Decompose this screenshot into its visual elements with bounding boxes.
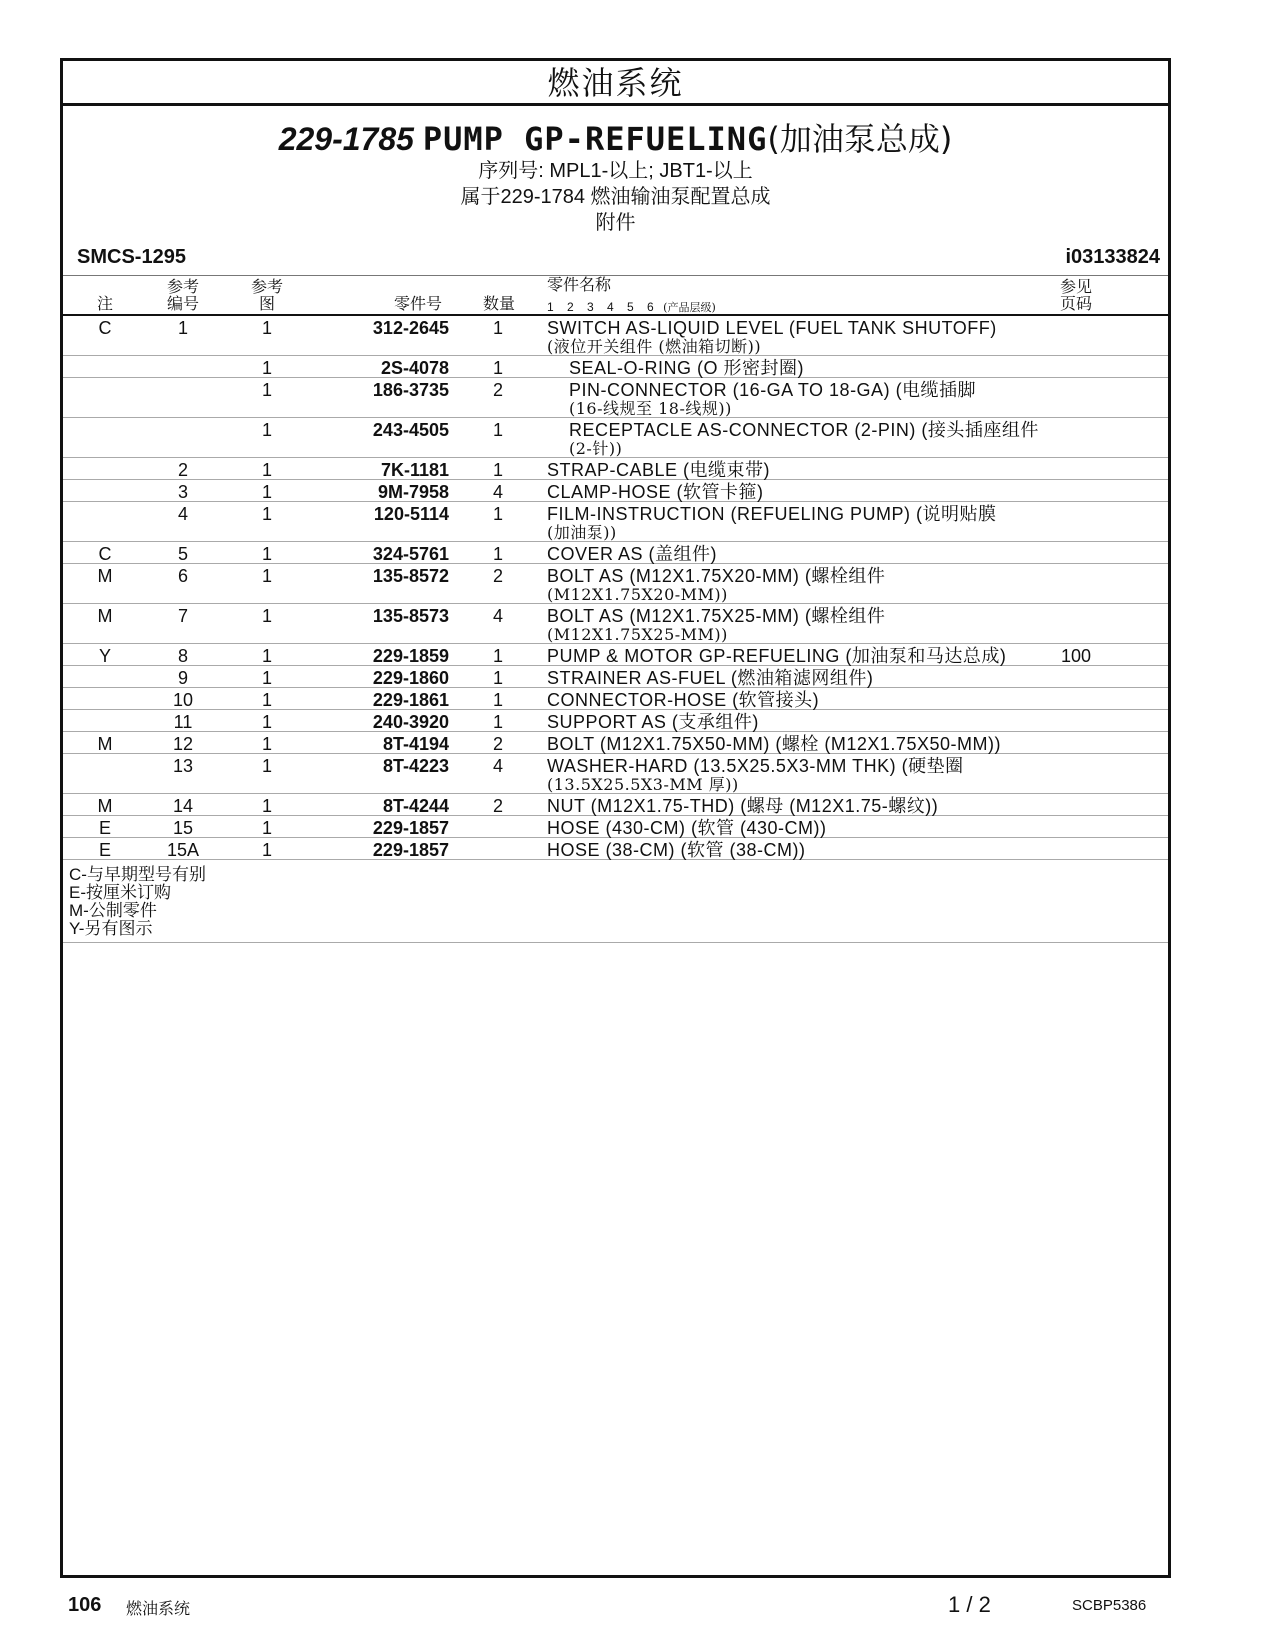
table-row [63,688,1168,710]
row-quantity: 1 [492,504,503,524]
row-ref-number: 3 [177,482,188,502]
title-name-cn: (加油泵总成) [767,120,953,158]
row-part-name [547,504,1047,542]
row-quantity: 1 [492,460,503,480]
col-levels-note: (产品层级) [663,301,716,314]
row-part-name [547,318,1047,356]
row-part-name-line1: BOLT AS (M12X1.75X25-MM) (螺栓组件 [547,606,886,626]
row-quantity: 4 [492,482,503,502]
row-figure: 1 [261,420,272,440]
table-row [63,644,1168,666]
table-row [63,316,1168,356]
table-row [63,838,1168,860]
row-quantity: 1 [492,668,503,688]
table-row [63,502,1168,542]
row-part-number: 8T-4223 [382,756,449,776]
row-ref-number: 2 [177,460,188,480]
row-ref-number: 1 [177,318,188,338]
table-row [63,666,1168,688]
row-figure: 1 [261,734,272,754]
row-part-number: 324-5761 [372,544,449,564]
col-part-no: 零件号 [393,296,442,313]
col-qty: 数量 [482,296,515,313]
col-fig-bottom: 图 [258,296,275,313]
row-see-page: 100 [1060,646,1092,666]
row-part-name [547,734,1047,754]
table-row [63,732,1168,754]
row-part-name [547,646,1047,666]
table-row [63,604,1168,644]
row-figure: 1 [261,668,272,688]
footer-sheet: 1 / 2 [948,1592,991,1617]
row-ref-number: 7 [177,606,188,626]
col-note: 注 [96,296,113,313]
row-part-number: 240-3920 [372,712,449,732]
row-part-name [547,712,1047,732]
col-ref-top: 参考 [166,279,199,296]
row-part-name-line2: (M12X1.75X20-MM)) [547,585,728,604]
row-part-name-line1: HOSE (38-CM) (软管 (38-CM)) [547,840,806,860]
row-figure: 1 [261,756,272,776]
row-part-number: 186-3735 [372,380,449,400]
row-part-name [547,668,1047,688]
col-page-bottom: 页码 [1059,296,1092,313]
row-part-name [569,420,1069,458]
row-quantity: 2 [492,796,503,816]
row-quantity: 1 [492,712,503,732]
row-part-name-line1: BOLT (M12X1.75X50-MM) (螺栓 (M12X1.75X50-MM)) [547,734,1001,754]
section-title: 燃油系统 [63,61,1168,106]
row-part-name-line1: HOSE (430-CM) (软管 (430-CM)) [547,818,827,838]
row-note: M [97,796,113,816]
parts-table [63,316,1168,860]
row-figure: 1 [261,504,272,524]
row-part-name [547,796,1047,816]
row-part-name-line2: (2-针)) [569,439,623,458]
row-quantity: 1 [492,358,503,378]
row-ref-number: 6 [177,566,188,586]
page-footer [0,1590,1275,1624]
row-part-name-line2: (13.5X25.5X3-MM 厚)) [547,775,739,794]
row-part-name [547,460,1047,480]
row-quantity: 1 [492,420,503,440]
row-quantity: 2 [492,734,503,754]
document-id: i03133824 [1065,246,1160,268]
legend [63,860,1168,943]
row-part-name-line2: (加油泵)) [547,523,617,542]
row-part-name-line1: CLAMP-HOSE (软管卡箍) [547,482,764,502]
row-figure: 1 [261,840,272,860]
row-part-name-line2: (16-线规至 18-线规)) [569,399,732,418]
row-figure: 1 [261,460,272,480]
table-row [63,418,1168,458]
table-row [63,564,1168,604]
table-row [63,542,1168,564]
row-ref-number: 5 [177,544,188,564]
row-quantity: 2 [492,566,503,586]
row-ref-number: 10 [172,690,194,710]
row-part-number: 120-5114 [373,504,449,524]
row-part-number: 7K-1181 [380,460,449,480]
row-part-name [547,690,1047,710]
row-figure: 1 [261,796,272,816]
table-row [63,458,1168,480]
row-part-name-line1: STRAINER AS-FUEL (燃油箱滤网组件) [547,668,874,688]
table-row [63,356,1168,378]
legend-item: E-按厘米订购 [69,883,171,902]
row-part-name [569,358,1069,378]
row-part-number: 312-2645 [372,318,449,338]
row-ref-number: 11 [173,712,193,732]
row-ref-number: 15 [172,818,194,838]
page-frame [60,58,1171,1578]
legend-item: Y-另有图示 [69,919,153,938]
row-part-name-line1: RECEPTACLE AS-CONNECTOR (2-PIN) (接头插座组件 [569,420,1039,440]
row-part-name-line1: COVER AS (盖组件) [547,544,718,564]
row-part-name [569,380,1069,418]
title-part-number: 229-1785 [278,121,414,157]
row-note: M [97,734,113,754]
footer-section: 燃油系统 [126,1599,191,1618]
row-part-name [547,756,1047,794]
row-figure: 1 [261,606,272,626]
legend-item: M-公制零件 [69,901,157,920]
row-part-name-line1: STRAP-CABLE (电缆束带) [547,460,771,480]
row-part-name-line1: PIN-CONNECTOR (16-GA TO 18-GA) (电缆插脚 [569,380,977,400]
row-quantity: 1 [492,646,503,666]
row-figure: 1 [261,818,272,838]
col-ref-bottom: 编号 [166,296,199,313]
belongs-line: 属于229-1784 燃油输油泵配置总成 [460,186,771,208]
table-row [63,480,1168,502]
table-row [63,378,1168,418]
row-note: C [98,544,112,564]
row-figure: 1 [261,482,272,502]
smcs-code: SMCS-1295 [77,246,186,268]
row-quantity: 4 [492,756,503,776]
row-part-number: 229-1859 [372,646,449,666]
row-ref-number: 12 [172,734,194,754]
row-part-name-line1: SEAL-O-RING (O 形密封圈) [569,358,805,378]
attachment-line: 附件 [595,212,636,234]
row-note: C [98,318,112,338]
column-headers [63,276,1168,316]
row-ref-number: 13 [172,756,194,776]
row-note: E [98,840,111,860]
legend-item: C-与早期型号有别 [69,865,206,884]
row-note: M [97,606,113,626]
row-figure: 1 [261,358,272,378]
title-name: PUMP GP-REFUELING [422,120,768,158]
row-figure: 1 [261,318,272,338]
footer-page-number: 106 [68,1594,102,1616]
row-figure: 1 [261,646,272,666]
row-part-number: 8T-4244 [382,796,449,816]
row-part-name [547,566,1047,604]
row-part-name-line1: FILM-INSTRUCTION (REFUELING PUMP) (说明贴膜 [547,504,997,524]
row-part-name [547,818,1047,838]
row-part-name [547,544,1047,564]
row-part-number: 2S-4078 [380,358,449,378]
row-figure: 1 [261,712,272,732]
row-part-name [547,606,1047,644]
row-part-number: 8T-4194 [382,734,449,754]
row-part-name-line1: CONNECTOR-HOSE (软管接头) [547,690,820,710]
row-part-name-line1: PUMP & MOTOR GP-REFUELING (加油泵和马达总成) [547,646,1007,666]
row-quantity: 4 [492,606,503,626]
row-part-number: 229-1860 [372,668,449,688]
row-ref-number: 9 [177,668,188,688]
row-part-number: 243-4505 [372,420,449,440]
col-page-top: 参见 [1059,279,1092,296]
row-part-name-line2: (液位开关组件 (燃油箱切断)) [547,337,762,356]
table-row [63,754,1168,794]
row-part-name-line1: WASHER-HARD (13.5X25.5X3-MM THK) (硬垫圈 [547,756,964,776]
row-note: Y [98,646,111,666]
table-row [63,710,1168,732]
row-ref-number: 14 [172,796,194,816]
row-part-name [547,840,1047,860]
row-part-number: 229-1857 [372,818,449,838]
row-part-number: 229-1861 [372,690,449,710]
row-part-name-line1: NUT (M12X1.75-THD) (螺母 (M12X1.75-螺纹)) [547,796,939,816]
table-row [63,794,1168,816]
row-ref-number: 8 [177,646,188,666]
row-part-name-line1: BOLT AS (M12X1.75X20-MM) (螺栓组件 [547,566,886,586]
col-name: 零件名称 [547,277,612,294]
table-row [63,816,1168,838]
col-levels-numbers: 1 2 3 4 5 6 [547,300,659,314]
row-quantity: 1 [492,690,503,710]
row-part-name-line1: SUPPORT AS (支承组件) [547,712,759,732]
row-part-name-line1: SWITCH AS-LIQUID LEVEL (FUEL TANK SHUTOFF) [547,318,997,338]
col-fig-top: 参考 [250,279,283,296]
row-figure: 1 [261,380,272,400]
row-note: M [97,566,113,586]
row-figure: 1 [261,690,272,710]
col-levels [547,298,716,316]
footer-code: SCBP5386 [1072,1597,1147,1614]
header-block [63,106,1168,276]
row-figure: 1 [261,566,272,586]
row-quantity: 2 [492,380,503,400]
main-title [63,120,1168,158]
row-quantity: 1 [492,318,503,338]
row-part-name-line2: (M12X1.75X25-MM)) [547,625,728,644]
row-ref-number: 4 [177,504,188,524]
row-part-number: 229-1857 [372,840,449,860]
row-part-number: 135-8573 [372,606,449,626]
row-part-number: 9M-7958 [377,482,449,502]
row-part-name [547,482,1047,502]
row-quantity: 1 [492,544,503,564]
row-part-number: 135-8572 [372,566,449,586]
row-note: E [98,818,111,838]
row-figure: 1 [261,544,272,564]
serial-line: 序列号: MPL1-以上; JBT1-以上 [478,160,753,182]
row-ref-number: 15A [166,840,200,860]
